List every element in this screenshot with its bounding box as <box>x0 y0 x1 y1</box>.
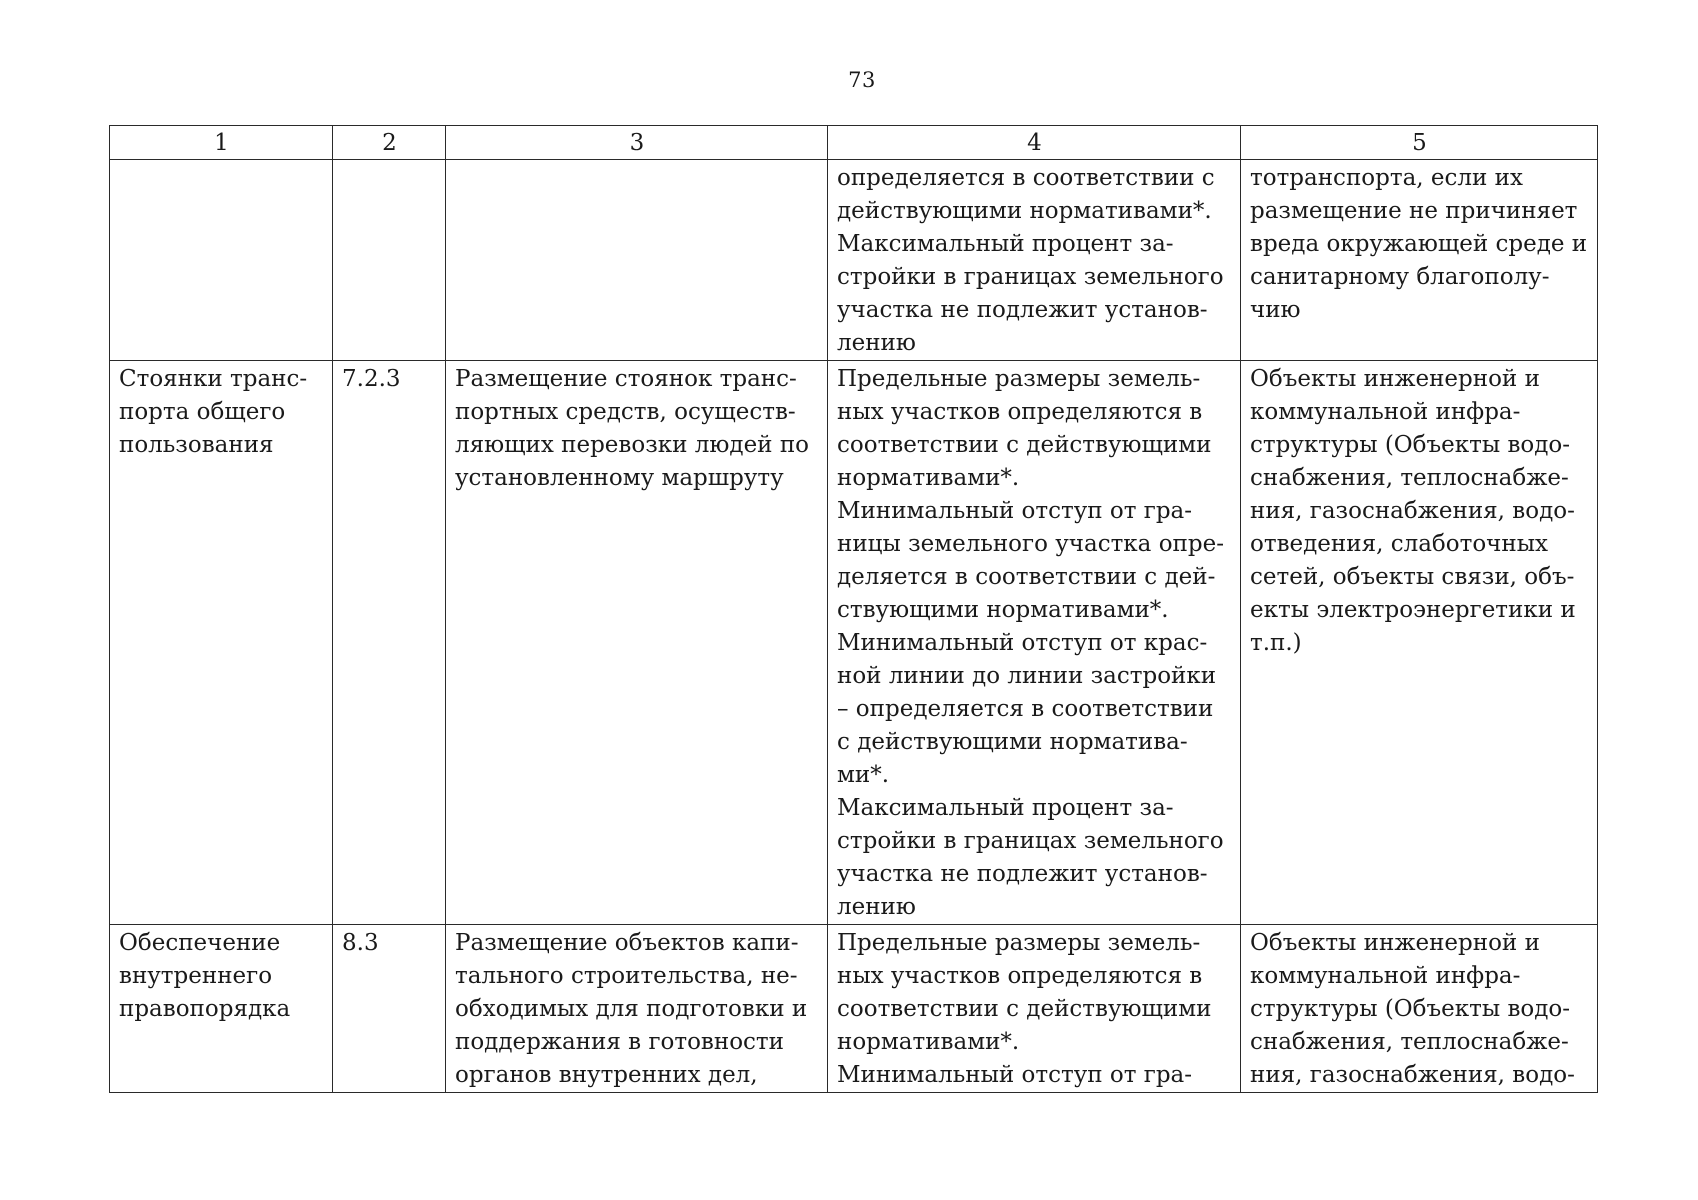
table-header-row <box>110 126 1598 160</box>
cell-auxiliary-uses: Объекты инженерной и коммунальной инфра- структуры (Объекты водо- снабжения, теплоснабже- ния, газоснабжения, водо- отведения, слаботочных сетей, объекты связи, объ- екты электроэнергетики и т.п.) <box>1241 361 1598 925</box>
column-header-5: 5 <box>1241 126 1598 160</box>
column-header-2: 2 <box>333 126 446 160</box>
page-number: 73 <box>848 68 876 92</box>
column-header-1: 1 <box>110 126 333 160</box>
cell-use-type: Обеспечение внутреннего правопорядка <box>110 925 333 1093</box>
cell-parameters: определяется в соответствии с действующими нормативами*. Максимальный процент за- стройки в границах земельного участка не подлежит установ- лению <box>828 160 1241 361</box>
table-row <box>110 925 1598 1093</box>
cell-code: 8.3 <box>333 925 446 1093</box>
cell-code <box>333 160 446 361</box>
column-header-3: 3 <box>446 126 828 160</box>
cell-auxiliary-uses: тотранспорта, если их размещение не причиняет вреда окружающей среде и санитарному благополу- чию <box>1241 160 1598 361</box>
cell-use-type: Стоянки транс- порта общего пользования <box>110 361 333 925</box>
table-row <box>110 361 1598 925</box>
table-row <box>110 160 1598 361</box>
cell-code: 7.2.3 <box>333 361 446 925</box>
cell-parameters: Предельные размеры земель- ных участков определяются в соответствии с действующими нормативами*. Минимальный отступ от гра- ницы земельного участка опре- деляется в соответствии с дей- ствующими нормативами*. Минимальный отступ от крас- ной линии до линии застройки – определяется в соответствии с действующими норматива- ми*. Максимальный процент за- стройки в границах земельного участка не подлежит установ- лению <box>828 361 1241 925</box>
zoning-regulations-table <box>109 125 1598 1093</box>
cell-use-type <box>110 160 333 361</box>
cell-description: Размещение стоянок транс- портных средств, осуществ- ляющих перевозки людей по установленному маршруту <box>446 361 828 925</box>
cell-parameters: Предельные размеры земель- ных участков определяются в соответствии с действующими нормативами*. Минимальный отступ от гра- <box>828 925 1241 1093</box>
cell-auxiliary-uses: Объекты инженерной и коммунальной инфра- структуры (Объекты водо- снабжения, теплоснабже- ния, газоснабжения, водо- <box>1241 925 1598 1093</box>
cell-description <box>446 160 828 361</box>
column-header-4: 4 <box>828 126 1241 160</box>
cell-description: Размещение объектов капи- тального строительства, не- обходимых для подготовки и поддержания в готовности органов внутренних дел, <box>446 925 828 1093</box>
